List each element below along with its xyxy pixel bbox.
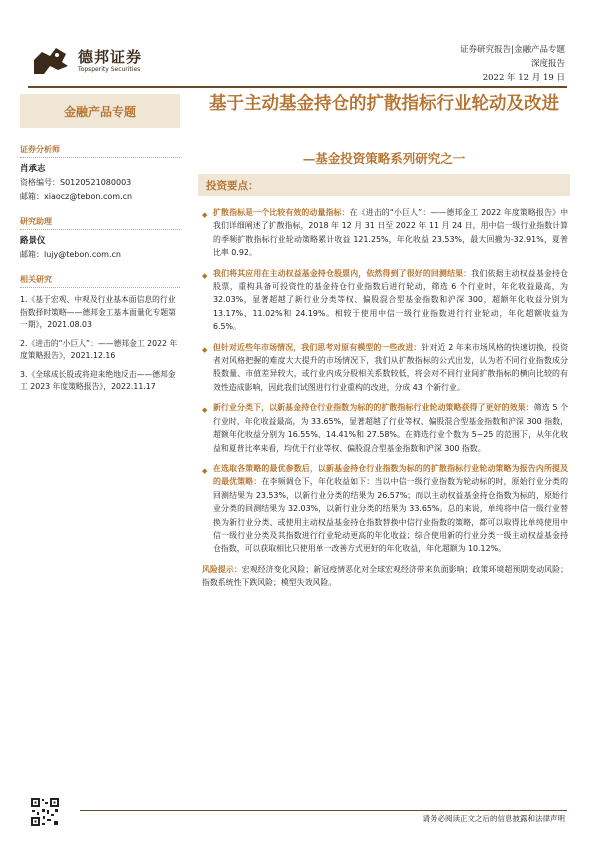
key-points — [202, 206, 568, 590]
related-item[interactable]: 2.《进击的“小巨人”：——德邦金工 2022 年度策略报告》，2021.12.16 — [20, 338, 178, 360]
assistant-name: 路景仪 — [20, 236, 46, 246]
key-points-heading: 投资要点： — [198, 174, 570, 196]
key-point-highlight: 但针对近些年市场情况，我们思考对原有模型的一些改进： — [213, 342, 422, 352]
report-meta — [460, 43, 565, 85]
report-kind: 深度报告 — [530, 59, 565, 69]
key-point-text: 筛选 5 个行业时，年化收益最高，为 33.65%，显著超越了行业等权、偏股混合型基金指数和沪深 300 指数，超额年化收益分别为 16.55%、14.41%和 27.58%。在筛选行业个数为 5~25 的范围下，从年化收益和夏普比率来看，均优于行业等权、偏股混合型基金指数和沪深 300 指数。 — [213, 403, 568, 453]
header-divider — [28, 86, 567, 88]
key-point-text: 在《进击的“小巨人”：——德邦金工 2022 年度策略报告》中我们详细阐述了扩散指标，2018 年 12 月 31 日至 2022 年 11 月 24 日，用中信一级行业指数计算的季频扩散指标行业轮动策略累计收益 121.25%，年化收益 23.53%，最大回撤为-32.91%，夏普比率 0.92。 — [213, 208, 568, 258]
report-type: 证券研究报告|金融产品专题 — [460, 45, 565, 55]
analyst-name: 肖承志 — [20, 164, 46, 174]
analyst-heading: 证券分析师 — [20, 144, 180, 158]
bullet-diamond-icon: ◆ — [202, 466, 208, 475]
logo-icon — [28, 40, 72, 80]
risk-warning — [202, 563, 568, 590]
logo-name-en: Topsperity Securities — [78, 66, 141, 73]
key-point — [202, 401, 568, 455]
risk-text: 宏观经济变化风险；新冠疫情恶化对全球宏观经济带来负面影响；政策环境超预期变动风险；指数系统性下跌风险；模型失效风险。 — [202, 564, 568, 588]
key-point — [202, 341, 568, 395]
report-date: 2022 年 12 月 19 日 — [482, 73, 565, 83]
related-heading: 相关研究 — [20, 274, 180, 288]
category-banner: 金融产品专题 — [20, 94, 180, 128]
logo-name-cn: 德邦证券 — [78, 48, 143, 66]
key-point-highlight: 在选取各策略的最优参数后，以新基金持仓行业指数为标的的扩散指标行业轮动策略为报告内所提及的最优策略： — [213, 463, 568, 487]
key-point — [202, 267, 568, 334]
key-point-highlight: 新行业分类下，以新基金持仓行业指数为标的的扩散指标行业轮动策略获得了更好的效果： — [213, 403, 534, 413]
analyst-email[interactable]: 邮箱：xiaocz@tebon.com.cn — [20, 192, 133, 201]
report-subtitle: —基金投资策略系列研究之一 — [302, 151, 466, 166]
related-item[interactable]: 3.《全球成长股或将迎来绝地反击——德邦金工 2023 年度策略报告》，2022.11.17 — [20, 369, 176, 391]
key-point-highlight: 我们将其应用在主动权益基金持仓股票内，依然得到了很好的回测结果： — [213, 268, 472, 278]
key-point-text: 我们依据主动权益基金持仓股票，重构具备可投资性的基金持仓行业指数后进行轮动，筛选 6 个行业时，年化收益最高，为 32.03%，显著超越了新行业分类等权、偏股混合型基金指数和沪深 300，超额年化收益分别为 13.17%、11.02%和 24.19%。相较于使用中信一级行业指数进行行业轮动，年化超额收益为 6.5%。 — [213, 268, 568, 332]
sidebar — [20, 94, 188, 394]
key-point — [202, 462, 568, 556]
risk-label: 风险提示： — [202, 564, 242, 574]
bullet-diamond-icon: ◆ — [202, 345, 208, 354]
assistant-heading: 研究助理 — [20, 216, 180, 230]
key-point — [202, 206, 568, 260]
assistant-email[interactable]: 邮箱：lujy@tebon.com.cn — [20, 250, 121, 259]
report-title: 基于主动基金持仓的扩散指标行业轮动及改进 — [209, 94, 559, 114]
key-point-highlight: 扩散指标是一个比较有效的动量指标： — [213, 208, 350, 217]
bullet-diamond-icon: ◆ — [202, 211, 208, 219]
key-point-text: 在李频调仓下，年化收益如下：当以中信一级行业指数为轮动标的时，原始行业分类的回测结果为 23.53%，以新行业分类的结果为 26.57%；而以主动权益基金持仓指数为标的，原始行业分类的回测结果为 32.03%，以新行业分类的结果为 33.65%。总的来说，单纯将中信一级行业替换为新行业分类、或使用主动权益基金持仓指数替换中信行业指数的策略，都可以取得比单纯使用中信一级行业分类及其指数进行行业轮动更高的年化收益；综合使用新的行业分类一级主动权益基金持仓指数，可以获取相比只使用单一改善方式更好的年化收益，年化超额为 10.12%。 — [213, 477, 568, 554]
footer-divider — [80, 810, 567, 811]
disclaimer-note: 请务必阅读正文之后的信息披露和法律声明 — [422, 814, 565, 823]
bullet-diamond-icon: ◆ — [202, 406, 208, 415]
key-point-text: 针对近 2 年来市场风格的快速切换，投资者对风格把握的难度大大提升的市场情况下，我们从扩散指标的公式出发，认为若不同行业指数成分股数量、市值差异较大，或行业内成分股相关系数较低，将会对不同行业间扩散指标的横向比较的有效性造成影响，因此我们试图进行行业重构的改进，分成 43 个新行业。 — [213, 342, 568, 392]
related-item[interactable]: 1.《基于宏观、中观及行业基本面信息的行业指数择时策略——德邦金工基本面量化专题第一期》，2021.08.03 — [20, 295, 176, 329]
qr-code-icon[interactable] — [30, 797, 60, 827]
bullet-diamond-icon: ◆ — [202, 271, 208, 280]
analyst-cert: 资格编号：S0120521080003 — [20, 178, 132, 187]
